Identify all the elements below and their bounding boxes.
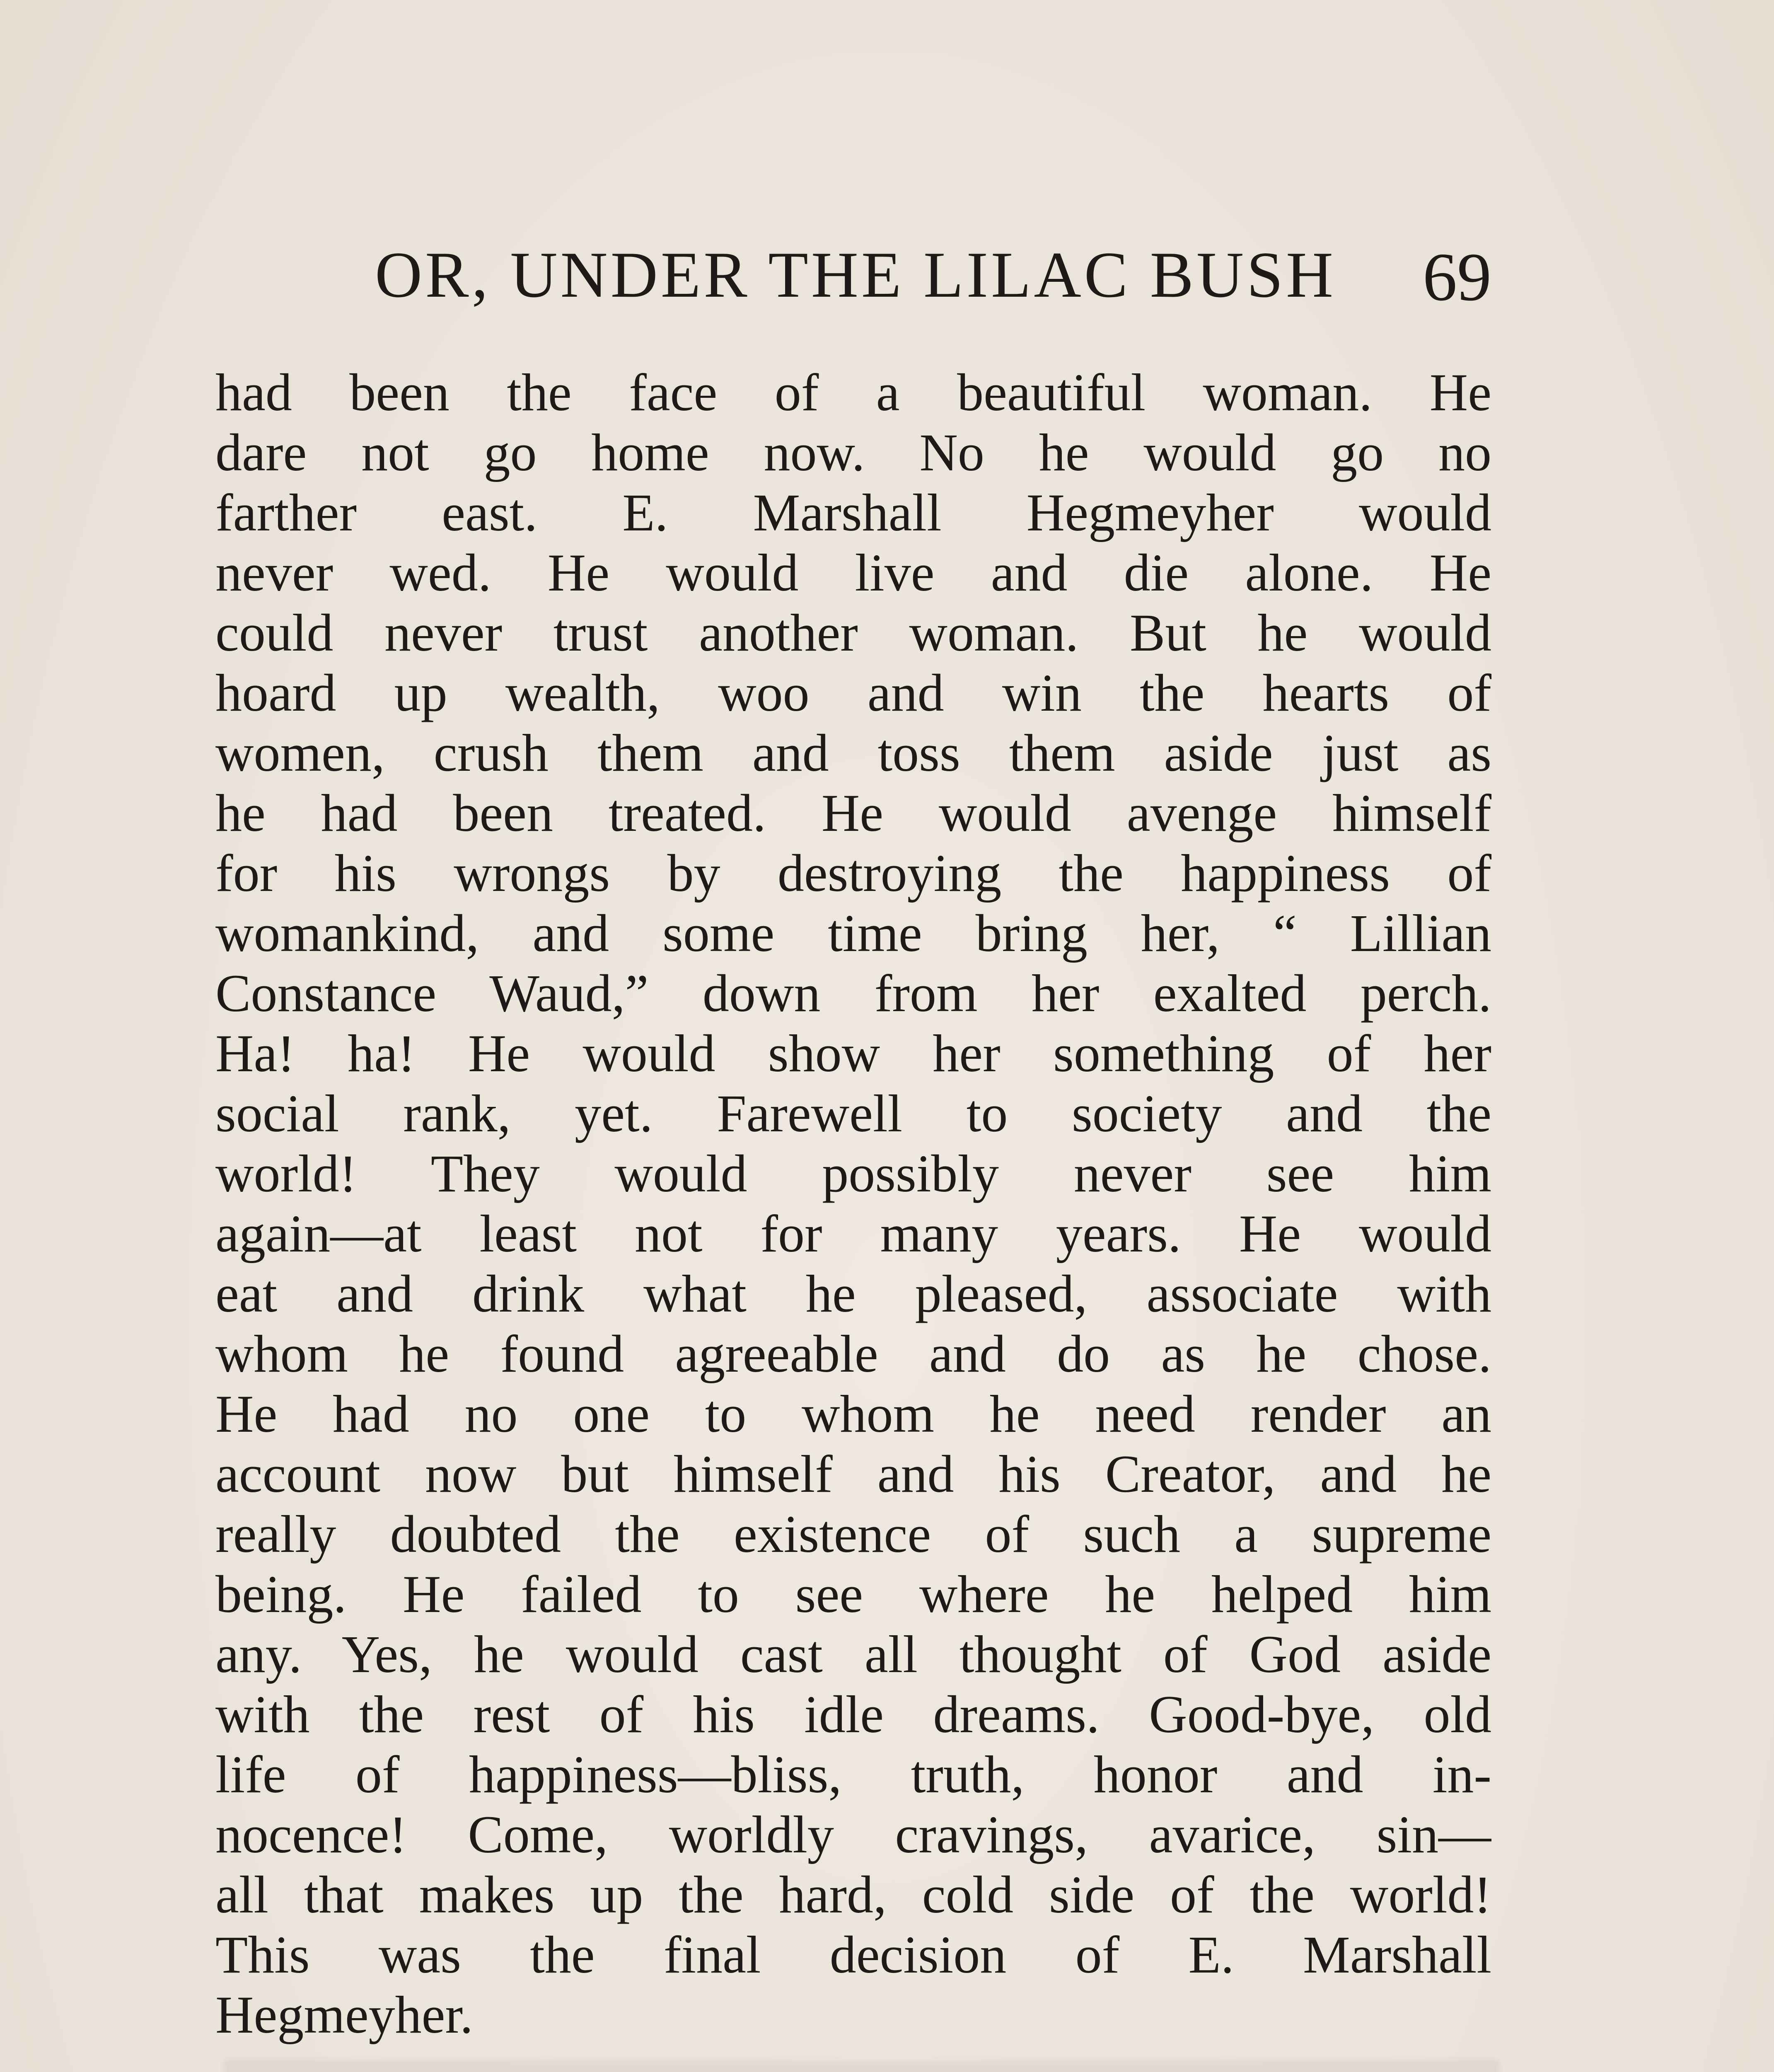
text-line: womankind, and some time bring her, “ Lillian (215, 904, 1491, 963)
text-line: eat and drink what he pleased, associate with (215, 1264, 1491, 1323)
text-line: being. He failed to see where he helped him (215, 1565, 1491, 1624)
text-line: farther east. E. Marshall Hegmeyher would (215, 483, 1491, 542)
text-line: any. Yes, he would cast all thought of God aside (215, 1625, 1491, 1684)
text-line: had been the face of a beautiful woman. He (215, 363, 1491, 422)
text-line: world! They would possibly never see him (215, 1144, 1491, 1203)
text-line: He had no one to whom he need render an (215, 1385, 1491, 1443)
text-line: with the rest of his idle dreams. Good-bye, old (215, 1685, 1491, 1744)
text-line: for his wrongs by destroying the happiness of (215, 844, 1491, 903)
body-text (215, 363, 1491, 2045)
text-line: nocence! Come, worldly cravings, avarice, sin— (215, 1805, 1491, 1864)
running-head (215, 234, 1491, 325)
text-line: Hegmeyher. (215, 1985, 473, 2044)
text-line: never wed. He would live and die alone. He (215, 543, 1491, 602)
text-line: Constance Waud,” down from her exalted perch. (215, 964, 1491, 1023)
text-line: hoard up wealth, woo and win the hearts of (215, 663, 1491, 722)
text-line: really doubted the existence of such a supreme (215, 1505, 1491, 1564)
running-title: OR, UNDER THE LILAC BUSH (375, 239, 1337, 311)
text-line: again—at least not for many years. He would (215, 1204, 1491, 1263)
text-line: all that makes up the hard, cold side of the world! (215, 1865, 1491, 1924)
text-line: women, crush them and toss them aside just as (215, 724, 1491, 782)
text-line: could never trust another woman. But he would (215, 603, 1491, 662)
text-line: whom he found agreeable and do as he chose. (215, 1324, 1491, 1383)
text-line: he had been treated. He would avenge himself (215, 784, 1491, 842)
text-line: account now but himself and his Creator, and he (215, 1445, 1491, 1503)
text-line: This was the final decision of E. Marshall (215, 1925, 1491, 1984)
text-line: dare not go home now. No he would go no (215, 423, 1491, 482)
text-line: life of happiness—bliss, truth, honor and in- (215, 1745, 1491, 1804)
page-number: 69 (1423, 239, 1491, 315)
text-line: Ha! ha! He would show her something of her (215, 1024, 1491, 1083)
text-line: social rank, yet. Farewell to society and the (215, 1084, 1491, 1143)
